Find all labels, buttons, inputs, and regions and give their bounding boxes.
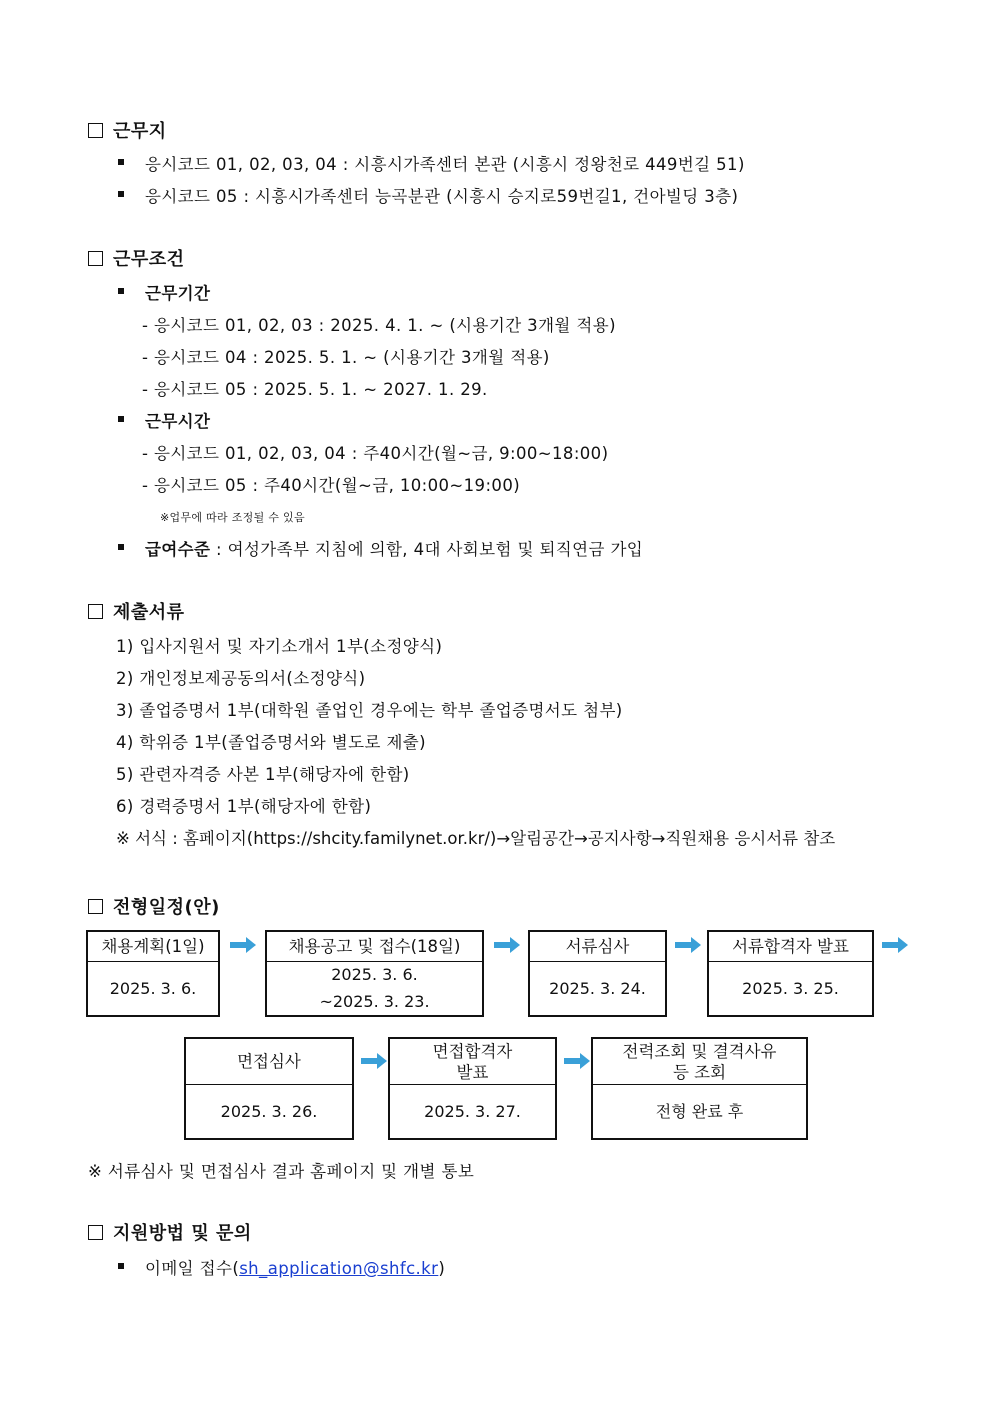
hours-item: - 응시코드 05 : 주40시간(월~금, 10:00~19:00) (142, 476, 521, 495)
checkbox-square-icon (88, 899, 103, 914)
documents-note: ※ 서식 : 홈페이지(https://shcity.familynet.or.kr/)→알림공간→공지사항→직원채용 응시서류 참조 (116, 829, 836, 848)
step-head: 면접심사 (186, 1039, 352, 1085)
step-head-line: 발표 (456, 1062, 489, 1082)
schedule-step-2 (265, 930, 484, 1017)
period-label: 근무기간 (145, 284, 211, 303)
section-conditions-title: 근무조건 (88, 245, 185, 271)
bullet-icon (118, 1263, 124, 1269)
schedule-note: ※ 서류심사 및 면접심사 결과 홈페이지 및 개별 통보 (88, 1162, 475, 1181)
section-workplace-title: 근무지 (88, 117, 167, 143)
bullet-icon (118, 191, 124, 197)
step-head-line: 등 조회 (672, 1062, 727, 1082)
document-item: 4) 학위증 1부(졸업증명서와 별도로 제출) (116, 733, 426, 752)
schedule-step-3 (528, 930, 667, 1017)
hours-item: - 응시코드 01, 02, 03, 04 : 주40시간(월~금, 9:00~18:00) (142, 444, 609, 463)
section-schedule-title: 전형일정(안) (88, 893, 220, 919)
hours-label: 근무시간 (145, 412, 211, 431)
checkbox-square-icon (88, 251, 103, 266)
hours-note: ※업무에 따라 조정될 수 있음 (160, 511, 305, 524)
salary-text: : 여성가족부 지침에 의함, 4대 사회보험 및 퇴직연금 가입 (210, 540, 644, 559)
document-item: 3) 졸업증명서 1부(대학원 졸업인 경우에는 학부 졸업증명서도 첨부) (116, 701, 623, 720)
arrow-right-icon (361, 1053, 387, 1069)
step-head: 서류심사 (530, 932, 665, 962)
checkbox-square-icon (88, 1225, 103, 1240)
apply-line (145, 1255, 445, 1279)
step-body-line: 2025. 3. 6. (331, 965, 418, 984)
bullet-icon (118, 159, 124, 165)
period-item: - 응시코드 05 : 2025. 5. 1. ~ 2027. 1. 29. (142, 380, 488, 399)
step-head-line: 면접합격자 (432, 1041, 513, 1061)
document-item: 2) 개인정보제공동의서(소정양식) (116, 669, 366, 688)
step-head: 채용공고 및 접수(18일) (267, 932, 482, 962)
schedule-step-6 (388, 1037, 557, 1140)
arrow-right-icon (564, 1053, 590, 1069)
step-body (267, 961, 482, 1015)
bullet-icon (118, 288, 124, 294)
step-head (390, 1039, 555, 1085)
arrow-right-icon (494, 937, 520, 953)
salary-line (145, 536, 643, 560)
salary-label: 급여수준 (145, 540, 211, 559)
step-body: 2025. 3. 27. (424, 1101, 521, 1121)
step-head: 채용계획(1일) (88, 932, 218, 962)
bullet-icon (118, 544, 124, 550)
step-body: 2025. 3. 6. (109, 978, 197, 998)
document-item: 5) 관련자격증 사본 1부(해당자에 한함) (116, 765, 410, 784)
email-link[interactable]: sh_application@shfc.kr (239, 1259, 439, 1278)
apply-suffix: ) (438, 1259, 446, 1278)
section-documents-title: 제출서류 (88, 598, 185, 624)
schedule-step-5 (184, 1037, 354, 1140)
document-item: 1) 입사지원서 및 자기소개서 1부(소정양식) (116, 637, 443, 656)
period-item: - 응시코드 04 : 2025. 5. 1. ~ (시용기간 3개월 적용) (142, 348, 550, 367)
step-body: 전형 완료 후 (655, 1101, 744, 1121)
workplace-item: 응시코드 01, 02, 03, 04 : 시흥시가족센터 본관 (시흥시 정왕천로 449번길 51) (145, 155, 745, 174)
step-body-line: ~2025. 3. 23. (319, 992, 430, 1011)
bullet-icon (118, 416, 124, 422)
arrow-right-icon (675, 937, 701, 953)
apply-prefix: 이메일 접수( (145, 1259, 240, 1278)
arrow-right-icon (882, 937, 908, 953)
step-body: 2025. 3. 24. (549, 978, 646, 998)
step-head (593, 1039, 806, 1085)
workplace-item: 응시코드 05 : 시흥시가족센터 능곡분관 (시흥시 승지로59번길1, 건아빌딩 3층) (145, 187, 739, 206)
checkbox-square-icon (88, 123, 103, 138)
step-body: 2025. 3. 26. (220, 1101, 318, 1121)
schedule-step-1 (86, 930, 220, 1017)
section-apply-title: 지원방법 및 문의 (88, 1219, 252, 1245)
step-head: 서류합격자 발표 (709, 932, 872, 962)
step-head-line: 전력조회 및 결격사유 (622, 1041, 777, 1061)
step-body: 2025. 3. 25. (742, 978, 839, 998)
period-item: - 응시코드 01, 02, 03 : 2025. 4. 1. ~ (시용기간 3개월 적용) (142, 316, 616, 335)
schedule-step-7 (591, 1037, 808, 1140)
checkbox-square-icon (88, 604, 103, 619)
document-item: 6) 경력증명서 1부(해당자에 한함) (116, 797, 372, 816)
arrow-right-icon (230, 937, 256, 953)
schedule-step-4 (707, 930, 874, 1017)
